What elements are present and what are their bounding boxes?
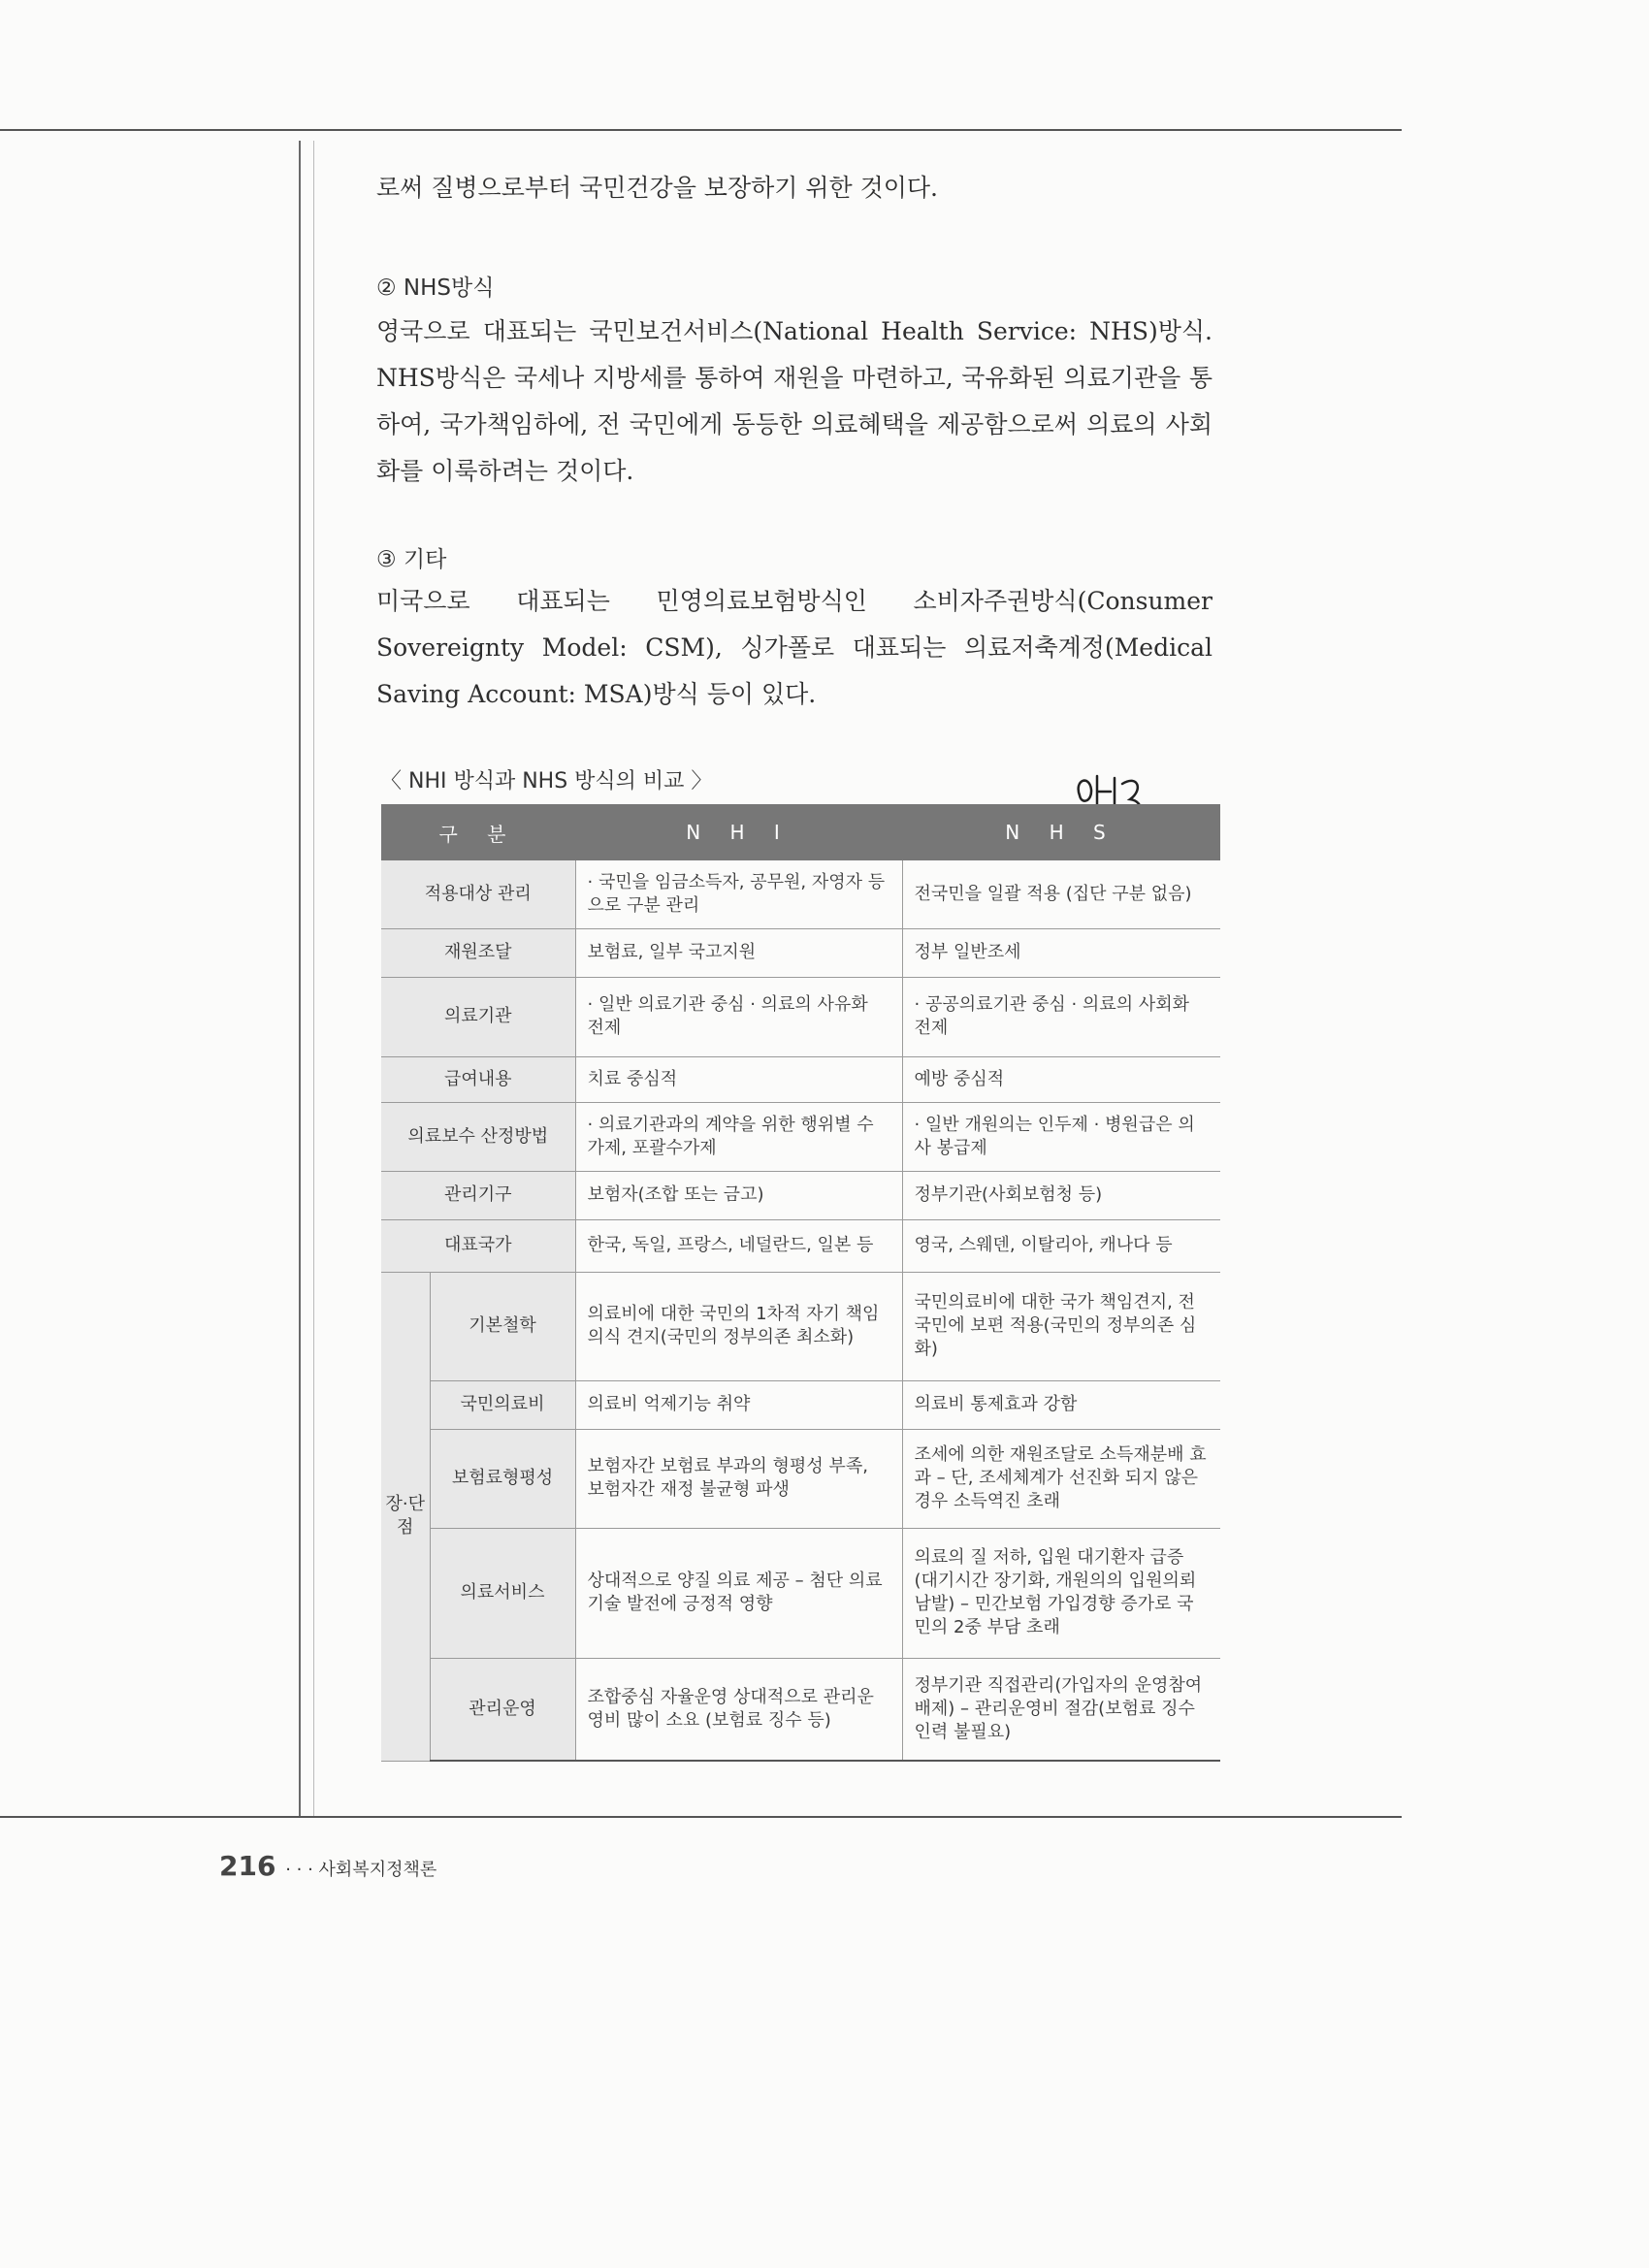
table-row bbox=[381, 860, 1220, 928]
row-nhs: 정부 일반조세 bbox=[902, 928, 1220, 977]
nhs-paragraph: 영국으로 대표되는 국민보건서비스(National Health Service: NHS)방식. NHS방식은 국세나 지방세를 통하여 재원을 마련하고, 국유화된 의료기관을 통하여, 국가책임하에, 전 국민에게 동등한 의료혜택을 제공함으로써 의료의 사회화를 이룩하려는 것이다. bbox=[376, 317, 1212, 485]
row-nhs: 국민의료비에 대한 국가 책임견지, 전 국민에 보편 적용(국민의 정부의존 심화) bbox=[902, 1272, 1220, 1380]
row-category: 보험료형평성 bbox=[430, 1429, 575, 1528]
row-nhs: 의료의 질 저하, 입원 대기환자 급증 (대기시간 장기화, 개원의의 입원의뢰 남발) – 민간보험 가입경향 증가로 국민의 2중 부담 초래 bbox=[902, 1528, 1220, 1658]
row-category: 급여내용 bbox=[381, 1056, 575, 1102]
comparison-table bbox=[381, 804, 1220, 1762]
row-nhi: 의료비에 대한 국민의 1차적 자기 책임의식 견지(국민의 정부의존 최소화) bbox=[575, 1272, 902, 1380]
row-category: 적용대상 관리 bbox=[381, 860, 575, 928]
row-nhi: 보험자간 보험료 부과의 형평성 부족, 보험자간 재정 불균형 파생 bbox=[575, 1429, 902, 1528]
row-nhs: 조세에 의한 재원조달로 소득재분배 효과 – 단, 조세체계가 선진화 되지 않은 경우 소득역진 초래 bbox=[902, 1429, 1220, 1528]
row-nhi: 상대적으로 양질 의료 제공 – 첨단 의료기술 발전에 긍정적 영향 bbox=[575, 1528, 902, 1658]
table-row bbox=[381, 1658, 1220, 1761]
row-nhi: 한국, 독일, 프랑스, 네덜란드, 일본 등 bbox=[575, 1219, 902, 1272]
row-nhi: 의료비 억제기능 취약 bbox=[575, 1380, 902, 1429]
row-nhs: · 일반 개원의는 인두제 · 병원급은 의사 봉급제 bbox=[902, 1102, 1220, 1171]
row-nhs: · 공공의료기관 중심 · 의료의 사회화 전제 bbox=[902, 977, 1220, 1056]
margin-line-inner bbox=[313, 141, 314, 1816]
page-footer bbox=[219, 1850, 436, 1882]
row-category: 관리운영 bbox=[430, 1658, 575, 1761]
row-category: 대표국가 bbox=[381, 1219, 575, 1272]
row-nhs: 정부기관 직접관리(가입자의 운영참여 배제) – 관리운영비 절감(보험료 징수 인력 불필요) bbox=[902, 1658, 1220, 1761]
table-row bbox=[381, 1102, 1220, 1171]
book-title: 사회복지정책론 bbox=[318, 1860, 437, 1880]
row-nhs: 정부기관(사회보험청 등) bbox=[902, 1171, 1220, 1219]
group-label: 장·단점 bbox=[381, 1272, 430, 1761]
table-row bbox=[381, 977, 1220, 1056]
table-caption: 〈 NHI 방식과 NHS 방식의 비교 〉 bbox=[380, 769, 713, 794]
row-nhi: · 일반 의료기관 중심 · 의료의 사유화 전제 bbox=[575, 977, 902, 1056]
nhs-heading: ② NHS방식 bbox=[376, 275, 495, 301]
row-nhi: · 의료기관과의 계약을 위한 행위별 수가제, 포괄수가제 bbox=[575, 1102, 902, 1171]
row-category: 의료보수 산정방법 bbox=[381, 1102, 575, 1171]
row-nhi: 보험자(조합 또는 금고) bbox=[575, 1171, 902, 1219]
other-paragraph: 미국으로 대표되는 민영의료보험방식인 소비자주권방식(Consumer Sovereignty Model: CSM), 싱가폴로 대표되는 의료저축계정(Medical Saving Account: MSA)방식 등이 있다. bbox=[376, 587, 1212, 708]
table-row bbox=[381, 1219, 1220, 1272]
table-row bbox=[381, 1429, 1220, 1528]
page-number: 216 bbox=[219, 1850, 276, 1882]
row-nhs: 전국민을 일괄 적용 (집단 구분 없음) bbox=[902, 860, 1220, 928]
row-nhi: 조합중심 자율운영 상대적으로 관리운영비 많이 소요 (보험료 징수 등) bbox=[575, 1658, 902, 1761]
bottom-rule bbox=[0, 1816, 1402, 1818]
row-nhs: 의료비 통제효과 강함 bbox=[902, 1380, 1220, 1429]
row-nhi: 보험료, 일부 국고지원 bbox=[575, 928, 902, 977]
table-row bbox=[381, 1171, 1220, 1219]
top-rule bbox=[0, 129, 1402, 131]
table-row bbox=[381, 928, 1220, 977]
row-category: 의료기관 bbox=[381, 977, 575, 1056]
intro-line: 로써 질병으로부터 국민건강을 보장하기 위한 것이다. bbox=[376, 174, 938, 202]
row-nhi: · 국민을 임금소득자, 공무원, 자영자 등으로 구분 관리 bbox=[575, 860, 902, 928]
table-row bbox=[381, 1528, 1220, 1658]
row-category: 재원조달 bbox=[381, 928, 575, 977]
row-nhs: 영국, 스웨덴, 이탈리아, 캐나다 등 bbox=[902, 1219, 1220, 1272]
table-header-row bbox=[381, 804, 1220, 860]
table-row bbox=[381, 1056, 1220, 1102]
header-nhi: N H I bbox=[575, 804, 902, 860]
header-category: 구 분 bbox=[381, 804, 575, 860]
row-category: 의료서비스 bbox=[430, 1528, 575, 1658]
other-heading: ③ 기타 bbox=[376, 547, 447, 572]
row-category: 국민의료비 bbox=[430, 1380, 575, 1429]
row-nhi: 치료 중심적 bbox=[575, 1056, 902, 1102]
margin-line bbox=[299, 141, 301, 1816]
footer-separator: · · · bbox=[285, 1860, 313, 1880]
table-row bbox=[381, 1272, 1220, 1380]
table-row bbox=[381, 1380, 1220, 1429]
row-nhs: 예방 중심적 bbox=[902, 1056, 1220, 1102]
row-category: 기본철학 bbox=[430, 1272, 575, 1380]
row-category: 관리기구 bbox=[381, 1171, 575, 1219]
header-nhs: N H S bbox=[902, 804, 1220, 860]
